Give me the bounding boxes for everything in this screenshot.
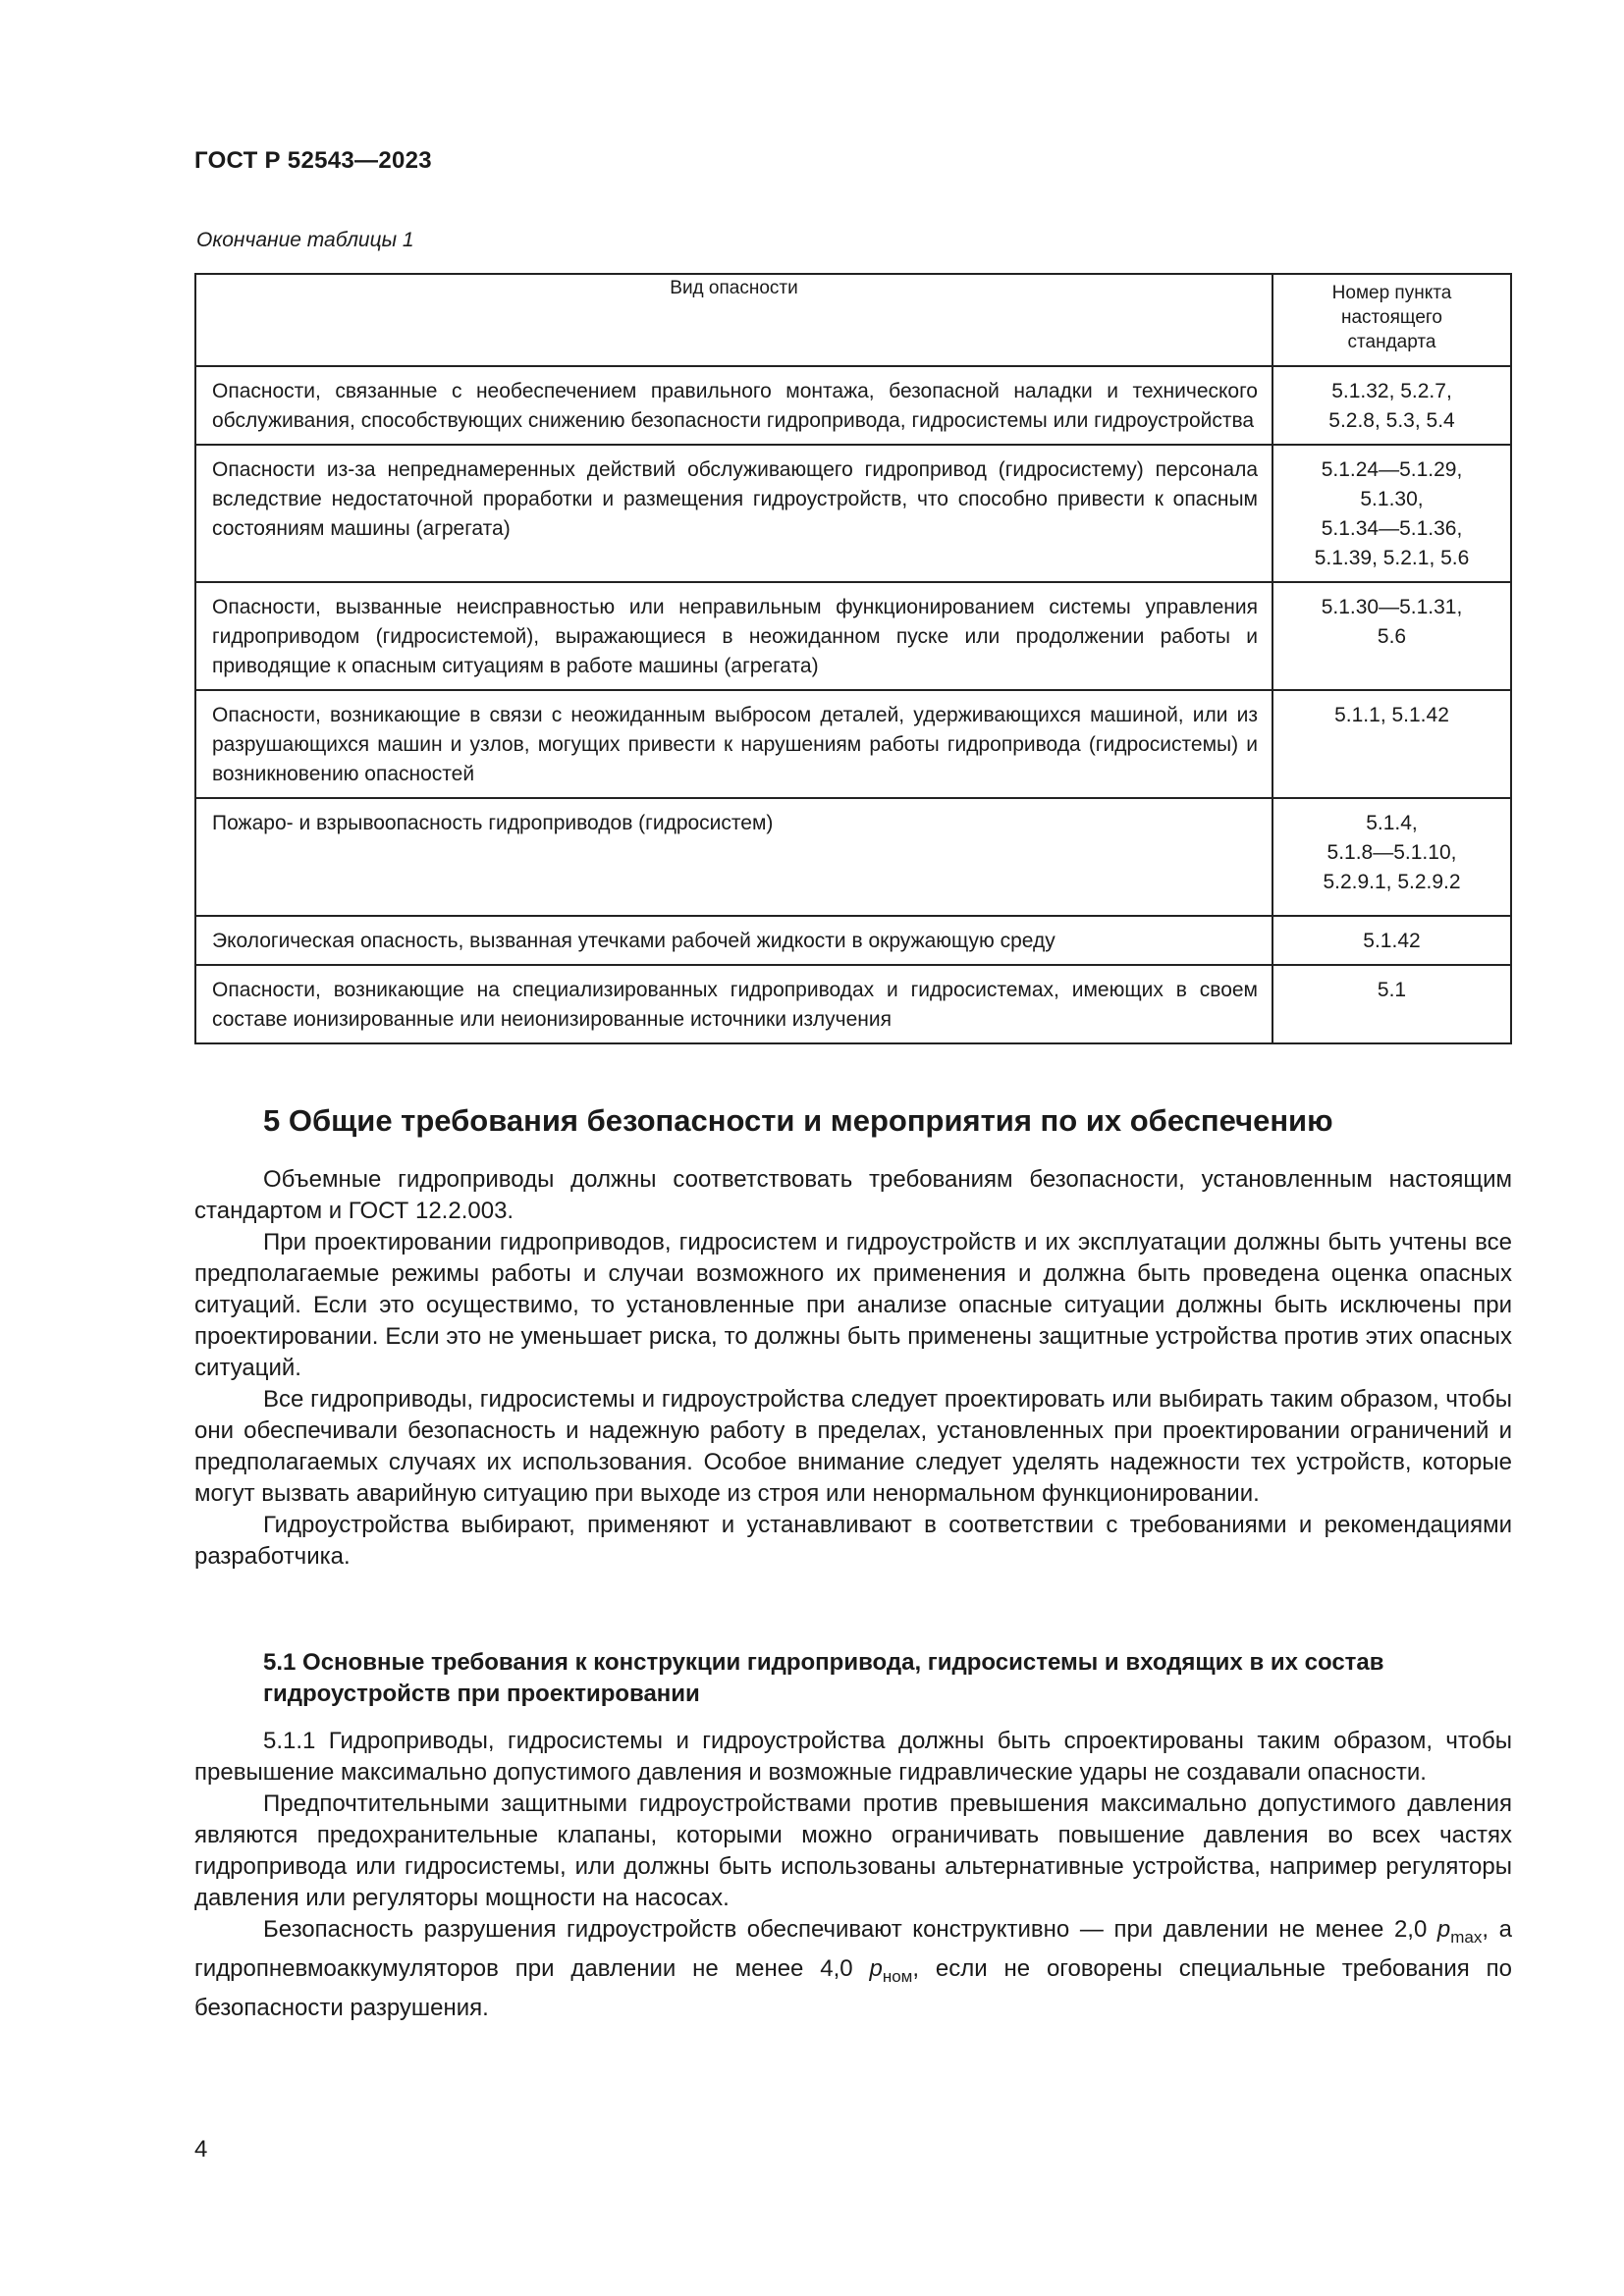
paragraph: 5.1.1 Гидроприводы, гидросистемы и гидроустройства должны быть спроектированы таким образом, чтобы превышение максимально допустимого давления и возможные гидравлические удары не создавали опасности. — [194, 1728, 1512, 1786]
paragraph: При проектировании гидроприводов, гидросистем и гидроустройств и их эксплуатации должны быть учтены все предполагаемые режимы работы и случаи возможного их применения и должна быть проведена оценка опасных ситуаций. Если это осуществимо, то установленные при анализе опасные ситуации должны быть исключены при проектировании. Если это не уменьшает риска, то должны быть применены защитные устройства против этих опасных ситуаций. — [194, 1229, 1512, 1381]
column-header-ref-line: настоящего — [1341, 307, 1442, 328]
ref-line: 5.1.1, 5.1.42 — [1334, 704, 1449, 726]
ref-cell — [1272, 445, 1511, 582]
hazard-cell: Опасности из-за непреднамеренных действий обслуживающего гидропривод (гидросистему) персонала вследствие недостаточной проработки и размещения гидроустройств, что способно привести к опасным состояниям машины (агрегата) — [195, 445, 1272, 582]
text-fragment: , если не оговорены специальные требования по безопасности разрушения. — [194, 1954, 1512, 2021]
table-row — [195, 916, 1511, 965]
table-row — [195, 582, 1511, 690]
ref-line: 5.1.30—5.1.31, — [1321, 596, 1463, 618]
document-id: ГОСТ Р 52543—2023 — [194, 147, 432, 174]
ref-cell — [1272, 916, 1511, 965]
paragraph: Все гидроприводы, гидросистемы и гидроустройства следует проектировать или выбирать таким образом, чтобы они обеспечивали безопасность и надежную работу в пределах, установленных при проектировании ограничений и предполагаемых случаях их использования. Особое внимание следует уделять надежности тех устройств, которые могут вызвать аварийную ситуацию при выходе из строя или ненормальном функционировании. — [194, 1386, 1512, 1507]
ref-line: 5.6 — [1377, 625, 1407, 648]
table-caption: Окончание таблицы 1 — [196, 229, 414, 251]
ref-cell — [1272, 366, 1511, 445]
hazard-cell: Экологическая опасность, вызванная утечками рабочей жидкости в окружающую среду — [195, 916, 1272, 965]
ref-line: 5.1.24—5.1.29, — [1321, 458, 1463, 481]
column-header-hazard: Вид опасности — [195, 274, 1272, 366]
table-header-row — [195, 274, 1511, 366]
ref-line: 5.1.30, — [1360, 488, 1424, 510]
paragraph: Предпочтительными защитными гидроустройствами против превышения максимально допустимого давления являются предохранительные клапаны, которыми можно ограничивать повышение давления во всех частях гидропривода или гидросистемы, или должны быть использованы альтернативные устройства, например регуляторы давления или регуляторы мощности на насосах. — [194, 1790, 1512, 1911]
ref-cell — [1272, 690, 1511, 798]
ref-line: 5.1.34—5.1.36, — [1321, 517, 1463, 540]
pressure-subscript: max — [1450, 1927, 1483, 1947]
table-row — [195, 798, 1511, 916]
paragraph-pressure — [194, 1914, 1512, 2024]
text-fragment: , а гидропневмоаккумуляторов при давлении не менее 4,0 — [194, 1916, 1512, 1982]
column-header-ref-line: Номер пункта — [1331, 283, 1452, 303]
ref-line: 5.1.4, — [1366, 812, 1418, 834]
ref-line: 5.2.9.1, 5.2.9.2 — [1323, 871, 1461, 893]
hazard-cell: Пожаро- и взрывоопасность гидроприводов (гидросистем) — [195, 798, 1272, 916]
hazard-cell: Опасности, возникающие в связи с неожиданным выбросом деталей, удерживающихся машиной, или из разрушающихся машин и узлов, могущих привести к нарушениям работы гидропривода (гидросистемы) и возникновению опасностей — [195, 690, 1272, 798]
pressure-subscript: ном — [882, 1966, 913, 1986]
ref-line: 5.1.39, 5.2.1, 5.6 — [1314, 547, 1470, 569]
ref-cell — [1272, 582, 1511, 690]
table-row — [195, 690, 1511, 798]
ref-line: 5.2.8, 5.3, 5.4 — [1328, 409, 1455, 432]
pressure-symbol: p — [1436, 1916, 1451, 1943]
column-header-ref-line: стандарта — [1347, 332, 1436, 352]
text-fragment: Безопасность разрушения гидроустройств обеспечивают конструктивно — при давлении не менее 2,0 — [263, 1916, 1437, 1943]
section-5-1-body — [194, 1726, 1512, 2024]
paragraph: Объемные гидроприводы должны соответствовать требованиям безопасности, установленным настоящим стандартом и ГОСТ 12.2.003. — [194, 1166, 1512, 1224]
paragraph: Гидроустройства выбирают, применяют и устанавливают в соответствии с требованиями и рекомендациями разработчика. — [194, 1512, 1512, 1570]
page-number: 4 — [194, 2136, 208, 2163]
hazard-cell: Опасности, связанные с необеспечением правильного монтажа, безопасной наладки и технического обслуживания, способствующих снижению безопасности гидропривода, гидросистемы или гидроустройства — [195, 366, 1272, 445]
pressure-symbol: p — [869, 1954, 883, 1982]
table-row — [195, 445, 1511, 582]
table-row — [195, 965, 1511, 1043]
section-5-title: 5 Общие требования безопасности и мероприятия по их обеспечению — [263, 1103, 1333, 1138]
hazard-cell: Опасности, вызванные неисправностью или неправильным функционированием системы управления гидроприводом (гидросистемой), выражающиеся в неожиданном пуске или продолжении работы и приводящие к опасным ситуациям в работе машины (агрегата) — [195, 582, 1272, 690]
ref-line: 5.1.32, 5.2.7, — [1331, 380, 1452, 402]
ref-line: 5.1.42 — [1363, 930, 1421, 952]
hazards-table — [194, 273, 1512, 1044]
hazard-cell: Опасности, возникающие на специализированных гидроприводах и гидросистемах, имеющих в своем составе ионизированные или неионизированные источники излучения — [195, 965, 1272, 1043]
column-header-ref — [1272, 274, 1511, 366]
ref-cell — [1272, 798, 1511, 916]
ref-line: 5.1 — [1377, 979, 1407, 1001]
section-5-1-title: 5.1 Основные требования к конструкции гидропривода, гидросистемы и входящих в их состав гидроустройств при проектировании — [263, 1649, 1384, 1707]
ref-line: 5.1.8—5.1.10, — [1326, 841, 1457, 864]
ref-cell — [1272, 965, 1511, 1043]
section-5-body — [194, 1164, 1512, 1573]
table-row — [195, 366, 1511, 445]
